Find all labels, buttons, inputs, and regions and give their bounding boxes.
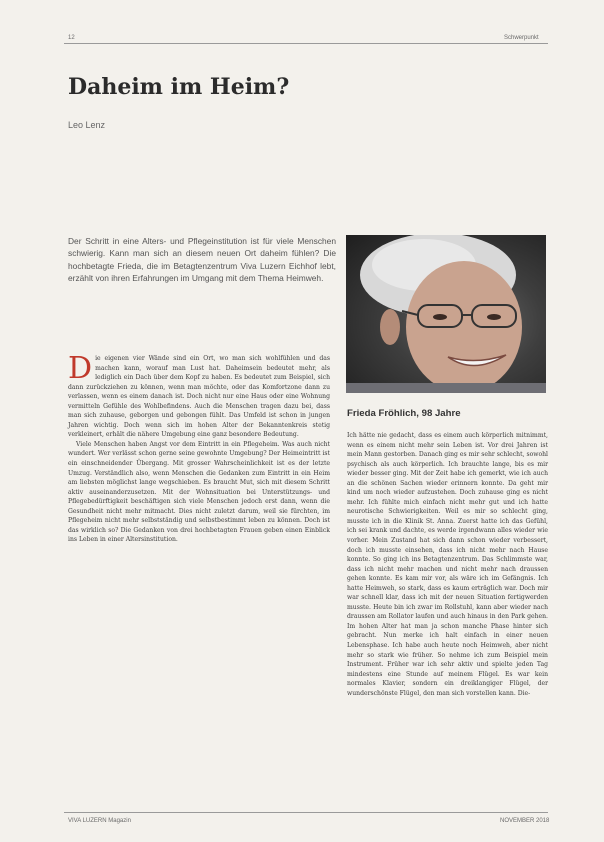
article-author: Leo Lenz — [68, 120, 106, 130]
portrait-photo — [346, 235, 546, 393]
portrait-illustration — [346, 235, 546, 393]
article-intro: Der Schritt in eine Alters- und Pflegeinstitution ist für viele Menschen schwierig. Kann man sich an diesem neuen Ort daheim fühlen? Die hochbetagte Frieda, die im Betagtenzentrum Viva Luzern Eichhof lebt, erzählt von ihren Erfahrungen im Umgang mit dem Thema Heimweh. — [68, 236, 336, 284]
article-title: Daheim im Heim? — [68, 74, 290, 100]
paragraph-text: ie eigenen vier Wände sind ein Ort, wo man sich wohlfühlen und das machen kann, worauf man Lust hat. Daheimsein bedeutet mehr, als lediglich ein Dach über dem Kopf zu haben. Es bedeutet zum Beispiel, sich dann zurückziehen zu können, wenn man möchte, oder das Komfortzone dann zu verlassen, wenn es einem danach ist. Doch nicht nur eine Haus oder eine Wohnung vermitteln Gefühle des Wohlbefindens. Auch die Menschen tragen dazu bei, dass man sich zuhause, geborgen und gebongen fühlt. Das Umfeld ist schon in jungen Jahren wichtig. Doch wenn sich im hohen Alter der Bekanntenkreis stetig verkleinert, erhält die nähere Umgebung eine ganz besondere Bedeutung. — [68, 355, 330, 439]
body-column-right — [347, 431, 548, 698]
page-number: 12 — [68, 35, 75, 41]
body-column-left — [68, 351, 330, 545]
section-label: Schwerpunkt — [504, 35, 539, 41]
body-paragraph: Ich hätte nie gedacht, dass es einem auch körperlich mitnimmt, wenn es einem nicht mehr sein Leben ist. Vor drei Jahren ist mein Mann gestorben. Danach ging es mir sehr schlecht, sowohl psychisch als auch körperlich. Ich brauchte lange, bis es mir wieder besser ging. Mit der Zeit habe ich gemerkt, wie ich auch an die schönen Sachen wieder erinnern konnte. Da geht mir kind um noch wieder aufzustehen. Doch zuhause ging es nicht mehr. Ich fühlte mich einfach nicht mehr gut und ich hatte neurotische Schwierigkeiten. Weil es mir so schlecht ging, musste ich in die Klinik St. Anna. Zuerst hatte ich das Gefühl, ich sei krank und dachte, es werde irgendwann alles wieder wie vorher. Mein Zustand hat sich dann schon wieder verbessert, doch ich musste einsehen, dass ich nicht mehr nach Hause konnte. So ging ich ins Betagtenzentrum. Das Schlimmste war, dass ich nicht mehr machen und nicht mehr nach draussen gehen konnte. Es kam mir vor, als wäre ich im Gefängnis. Ich hatte Heimweh, so stark, dass es kaum erträglich war. Doch mir war schnell klar, dass ich mit der neuen Situation fertigwerden musste. Heute bin ich zwar im Rollstuhl, kann aber wieder nach draussen am Rollator laufen und auch hinaus in den Park gehen. Im hohen Alter hat man ja schon manche Phase hinter sich gebracht. Nun merke ich halt einfach in einer neuen Lebensphase. Ich habe auch heute noch Heimweh, aber nicht mehr so stark wie früher. So nehme ich zum Beispiel mein Instrument. Früher war ich sehr aktiv und spielte jeden Tag mindestens eine Stunde auf meinem Flügel. Es war kein normales Klavier, sondern ein dreiklangiger Flügel, der wunderschönste Flügel, den man sich vorstellen kann. Die- — [347, 432, 548, 697]
photo-caption: Frieda Fröhlich, 98 Jahre — [347, 408, 461, 419]
body-paragraph — [68, 351, 330, 440]
footer-rule — [64, 812, 548, 813]
body-paragraph: Viele Menschen haben Angst vor dem Eintritt in ein Pflegeheim. Was auch nicht wundert. Wer verlässt schon gerne seine gewohnte Umgebung? Der Heimeintritt ist ein einschneidender Übergang. Mit grosser Wahrscheinlichkeit ist es der letzte Umzug. Verständlich also, wenn Menschen die Gedanken zum Eintritt in ein Heim am liebsten möglichst lange wegschieben. Es braucht Mut, sich mit diesem Schritt aktiv auseinanderzusetzen. Mit der Wohnsituation bei Unterstützungs- und Pflegebedürftigkeit beschäftigen sich viele Menschen jedoch erst dann, wenn die Gesundheit nicht mehr mitmacht. Dies nicht zuletzt darum, weil sie fürchten, im Pflegeheim nicht mehr selbstständig und selbstbestimmt leben zu können. Doch ist das wirklich so? Die Gedanken von drei hochbetagten Frauen geben einen Einblick ins Leben in einer Altersinstitution. — [68, 440, 330, 544]
dropcap: D — [68, 351, 93, 386]
footer-left: VIVA LUZERN Magazin — [68, 818, 131, 824]
footer-right: NOVEMBER 2018 — [500, 818, 550, 824]
header-rule — [64, 43, 548, 44]
